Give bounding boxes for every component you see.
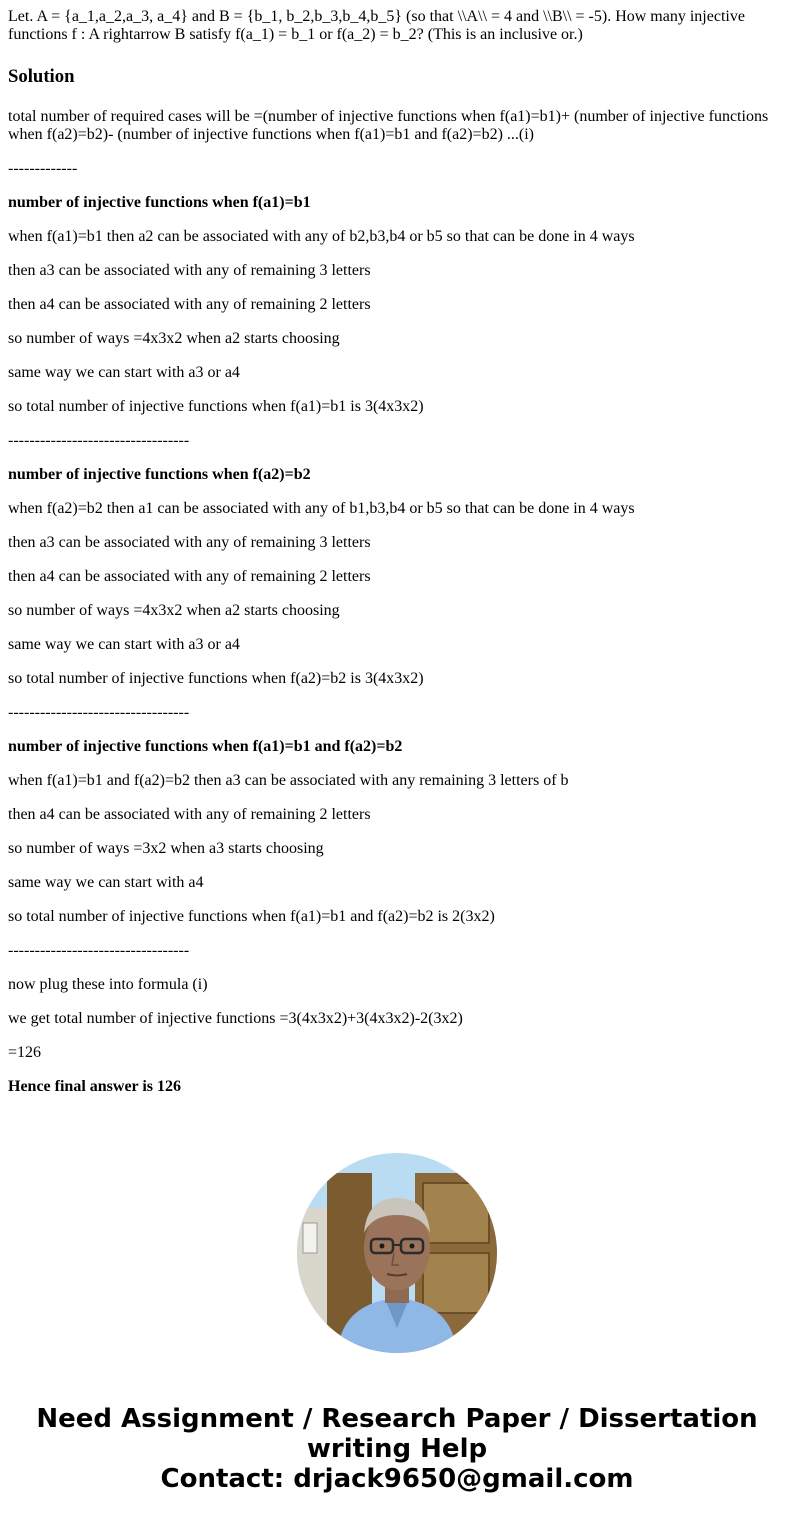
- solution-steps: [8, 160, 786, 1096]
- solution-line: so number of ways =4x3x2 when a2 starts choosing: [8, 330, 340, 347]
- solution-line: when f(a1)=b1 then a2 can be associated with any of b2,b3,b4 or b5 so that can be done in 4 ways: [8, 228, 635, 245]
- divider: ----------------------------------: [8, 704, 190, 721]
- solution-line: same way we can start with a3 or a4: [8, 636, 240, 653]
- solution-line: then a3 can be associated with any of remaining 3 letters: [8, 534, 371, 551]
- solution-heading: Solution: [8, 66, 75, 87]
- divider: ----------------------------------: [8, 942, 190, 959]
- section-heading: Hence final answer is 126: [8, 1078, 182, 1095]
- solution-line: then a3 can be associated with any of remaining 3 letters: [8, 262, 371, 279]
- solution-line: =126: [8, 1044, 42, 1061]
- solution-line: when f(a1)=b1 and f(a2)=b2 then a3 can be associated with any remaining 3 letters of b: [8, 772, 569, 789]
- solution-line: same way we can start with a3 or a4: [8, 364, 240, 381]
- solution-intro: total number of required cases will be =(number of injective functions when f(a1)=b1)+ (number of injective functions when f(a2)=b2)- (number of injective functions when f(a1)=b1 and f(a2)=b2) ...(i): [8, 108, 769, 143]
- author-avatar: [297, 1153, 497, 1353]
- promo-line-2: writing Help: [306, 1434, 488, 1464]
- question-text: Let. A = {a_1,a_2,a_3, a_4} and B = {b_1, b_2,b_3,b_4,b_5} (so that \\A\\ = 4 and \\B\\ = -5). How many injective functions f : A rightarrow B satisfy f(a_1) = b_1 or f(a_2) = b_2? (This is an inclusive or.): [8, 8, 745, 43]
- solution-line: now plug these into formula (i): [8, 976, 208, 993]
- solution-line: then a4 can be associated with any of remaining 2 letters: [8, 568, 371, 585]
- section-heading: number of injective functions when f(a1)=b1 and f(a2)=b2: [8, 738, 403, 755]
- solution-line: when f(a2)=b2 then a1 can be associated with any of b1,b3,b4 or b5 so that can be done in 4 ways: [8, 500, 635, 517]
- solution-line: so number of ways =4x3x2 when a2 starts choosing: [8, 602, 340, 619]
- promo-contact: Contact: drjack9650@gmail.com: [160, 1464, 634, 1494]
- solution-line: we get total number of injective functions =3(4x3x2)+3(4x3x2)-2(3x2): [8, 1010, 463, 1027]
- promo-line-1: Need Assignment / Research Paper / Dissertation: [36, 1404, 758, 1434]
- solution-line: so total number of injective functions when f(a2)=b2 is 3(4x3x2): [8, 670, 424, 687]
- promo-banner: [0, 1404, 794, 1494]
- solution-line: so total number of injective functions when f(a1)=b1 is 3(4x3x2): [8, 398, 424, 415]
- section-heading: number of injective functions when f(a2)=b2: [8, 466, 311, 483]
- section-heading: number of injective functions when f(a1)=b1: [8, 194, 311, 211]
- solution-line: then a4 can be associated with any of remaining 2 letters: [8, 806, 371, 823]
- solution-line: same way we can start with a4: [8, 874, 204, 891]
- solution-line: so total number of injective functions when f(a1)=b1 and f(a2)=b2 is 2(3x2): [8, 908, 495, 925]
- divider: ----------------------------------: [8, 432, 190, 449]
- solution-line: so number of ways =3x2 when a3 starts choosing: [8, 840, 324, 857]
- divider: -------------: [8, 160, 78, 177]
- author-photo: [297, 1153, 497, 1353]
- solution-line: then a4 can be associated with any of remaining 2 letters: [8, 296, 371, 313]
